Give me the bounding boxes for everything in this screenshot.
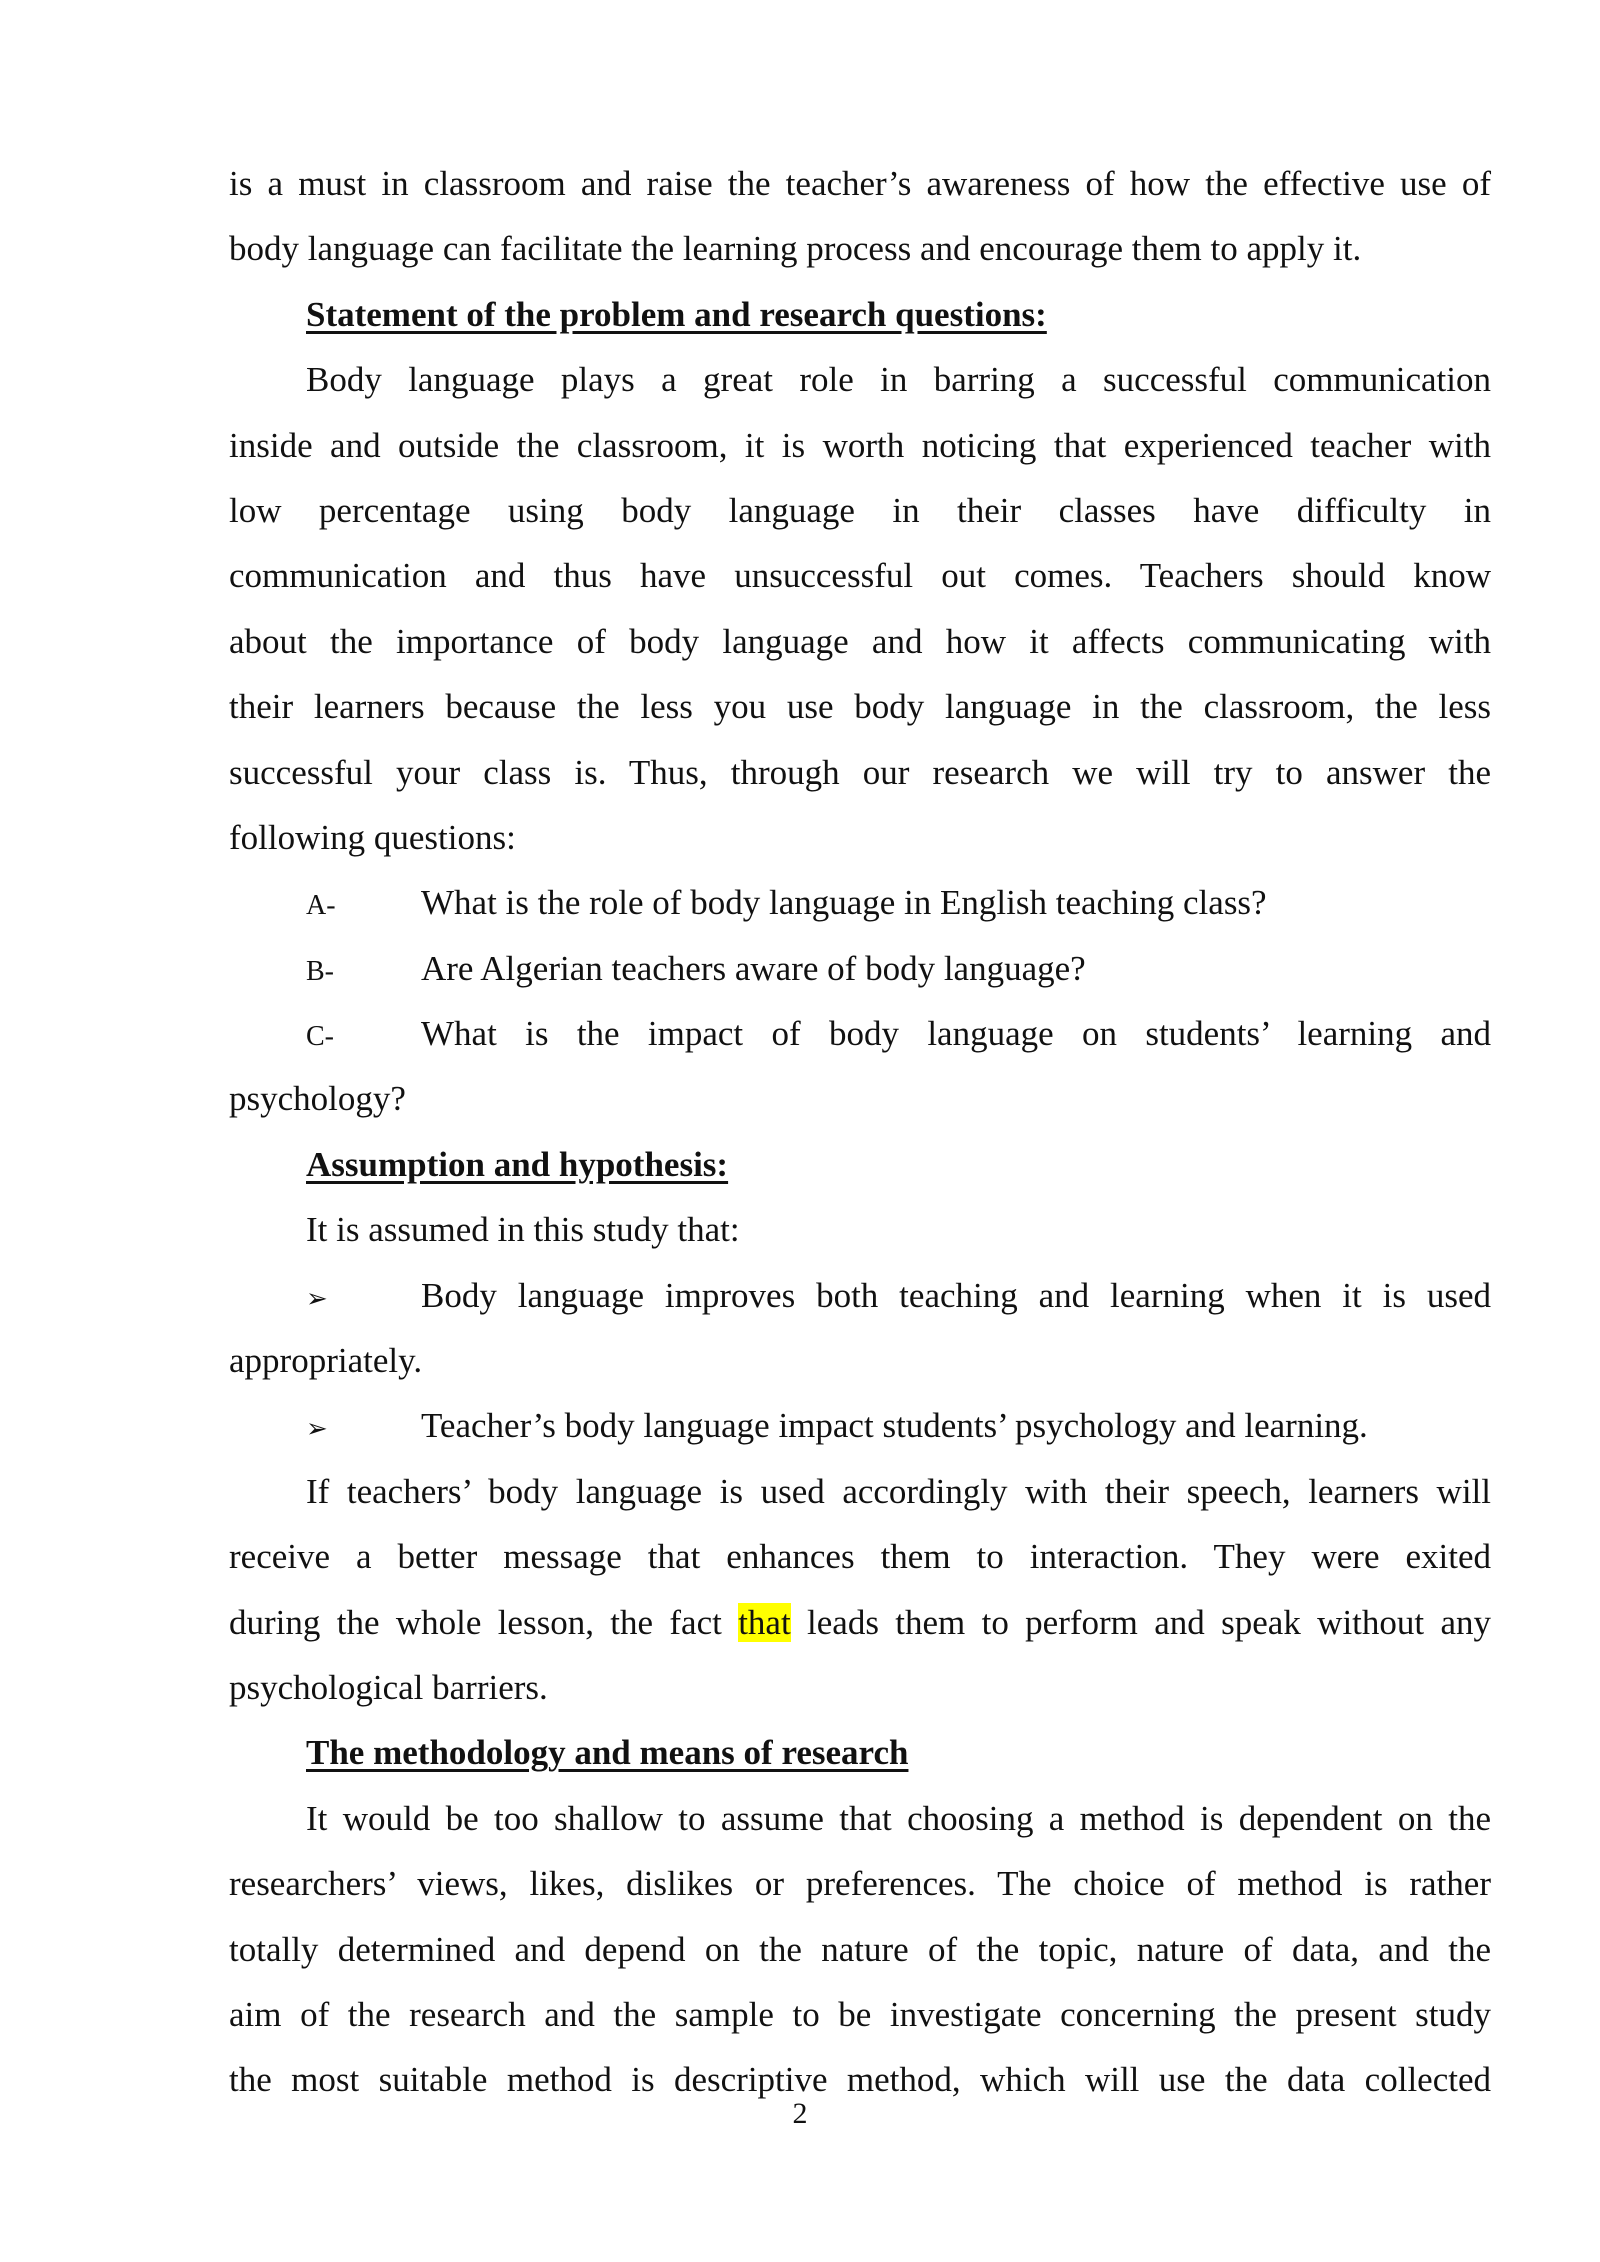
question-text: Are Algerian teachers aware of body language? — [421, 948, 1086, 988]
section-heading-methodology — [229, 1720, 1491, 1785]
list-marker: A- — [306, 890, 336, 922]
section-heading-problem — [229, 282, 1491, 347]
hypothesis-line-4: psychological barriers. — [229, 1667, 548, 1707]
problem-line-1: Body language plays a great role in barring a successful communication — [306, 360, 1491, 400]
problem-line-4: communication and thus have unsuccessful out comes. Teachers should know — [229, 556, 1491, 596]
body-text — [229, 151, 1491, 2113]
text-run: during the whole lesson, the fact — [229, 1602, 739, 1642]
highlighted-word: that — [738, 1602, 791, 1642]
hypothesis-line-3 — [229, 1590, 1491, 1655]
bullet-text: Teacher’s body language impact students’ psychology and learning. — [421, 1406, 1368, 1446]
list-marker: C- — [306, 1021, 334, 1053]
problem-line-6: their learners because the less you use body language in the classroom, the less — [229, 687, 1491, 727]
methodology-line-2: researchers’ views, likes, dislikes or preferences. The choice of method is rather — [229, 1864, 1491, 1904]
heading-text: The methodology and means of research — [306, 1733, 909, 1773]
text-run: leads them to perform and speak without any — [790, 1602, 1491, 1642]
arrow-bullet-icon: ➢ — [306, 1414, 328, 1445]
methodology-line-1: It would be too shallow to assume that choosing a method is dependent on the — [306, 1798, 1491, 1838]
page-number: 2 — [792, 2097, 808, 2130]
assumption-intro: It is assumed in this study that: — [306, 1210, 740, 1250]
methodology-line-5: the most suitable method is descriptive method, which will use the data collected — [229, 2060, 1491, 2100]
bullet-1-continuation: appropriately. — [229, 1341, 423, 1381]
problem-line-3: low percentage using body language in their classes have difficulty in — [229, 490, 1491, 530]
list-marker: B- — [306, 955, 334, 987]
problem-line-2: inside and outside the classroom, it is worth noticing that experienced teacher with — [229, 425, 1491, 465]
hypothesis-line-1: If teachers’ body language is used accordingly with their speech, learners will — [306, 1471, 1491, 1511]
problem-line-8: following questions: — [229, 817, 516, 857]
question-text: What is the impact of body language on students’ learning and — [421, 1014, 1491, 1054]
bullet-item-2 — [229, 1393, 1491, 1458]
heading-text: Statement of the problem and research questions: — [306, 294, 1047, 334]
intro-line-2: body language can facilitate the learning process and encourage them to apply it. — [229, 229, 1362, 269]
intro-line-1: is a must in classroom and raise the teacher’s awareness of how the effective use of — [229, 164, 1491, 203]
section-heading-assumption — [229, 1132, 1491, 1197]
question-item-c — [229, 1001, 1491, 1066]
methodology-line-3: totally determined and depend on the nature of the topic, nature of data, and the — [229, 1929, 1491, 1969]
methodology-line-4: aim of the research and the sample to be investigate concerning the present study — [229, 1994, 1491, 2034]
problem-line-5: about the importance of body language and how it affects communicating with — [229, 621, 1491, 661]
arrow-bullet-icon: ➢ — [306, 1283, 328, 1314]
problem-line-7: successful your class is. Thus, through our research we will try to answer the — [229, 752, 1491, 792]
hypothesis-line-2: receive a better message that enhances them to interaction. They were exited — [229, 1537, 1491, 1577]
bullet-item-1 — [229, 1263, 1491, 1328]
bullet-text: Body language improves both teaching and learning when it is used — [421, 1275, 1491, 1315]
question-item-a — [229, 870, 1491, 935]
heading-text: Assumption and hypothesis: — [306, 1144, 729, 1184]
question-text: What is the role of body language in English teaching class? — [421, 883, 1267, 923]
question-item-b — [229, 936, 1491, 1001]
question-c-continuation: psychology? — [229, 1079, 406, 1119]
